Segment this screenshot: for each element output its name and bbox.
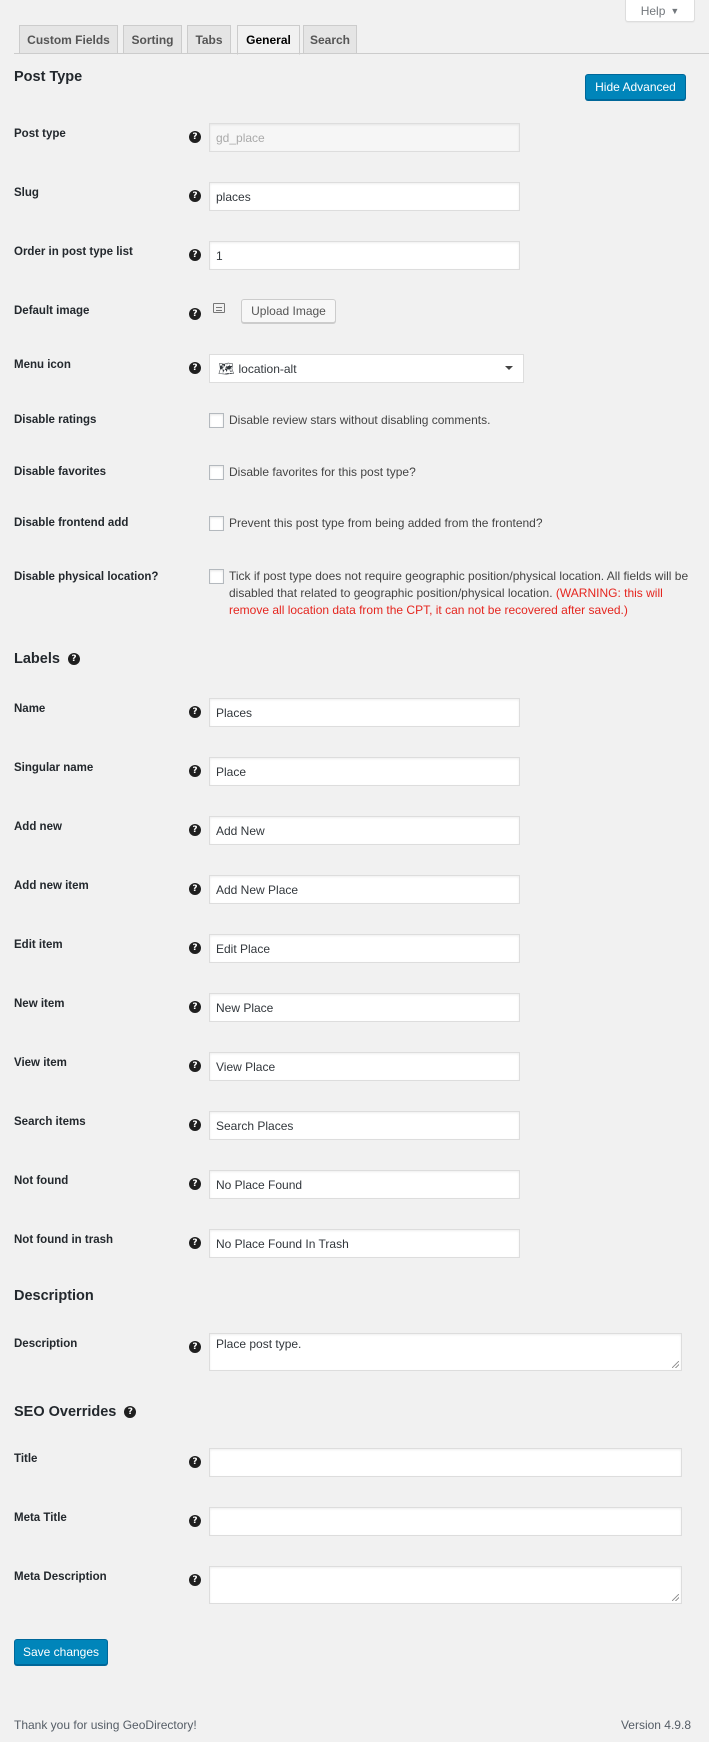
disable-location-label: Disable physical location?: [14, 571, 159, 583]
question-icon[interactable]: ?: [189, 246, 201, 261]
help-label: Help: [640, 3, 666, 18]
meta-title-input[interactable]: [209, 1507, 682, 1536]
upload-image-button[interactable]: Upload Image: [241, 299, 336, 323]
tab-custom-fields[interactable]: Custom Fields: [19, 25, 118, 54]
description-textarea[interactable]: [209, 1333, 682, 1371]
label-row-new-item: New item: [14, 998, 65, 1010]
question-icon[interactable]: ?: [124, 1406, 136, 1418]
menu-icon-value: location-alt: [238, 361, 297, 376]
disable-location-text: Tick if post type does not require geographic position/physical location. All fields will be disabled that related to geographic position/physical location.: [229, 569, 689, 600]
seo-title-input[interactable]: [209, 1448, 682, 1477]
seo-heading: [14, 1404, 136, 1420]
question-icon[interactable]: ?: [189, 187, 201, 202]
dropdown-arrow-icon: [505, 366, 513, 370]
question-icon[interactable]: ?: [189, 1057, 201, 1072]
question-icon[interactable]: ?: [189, 762, 201, 777]
post-type-label: Post type: [14, 128, 66, 140]
meta-description-textarea[interactable]: [209, 1566, 682, 1604]
order-label: Order in post type list: [14, 246, 133, 258]
singular-name-input[interactable]: Place: [209, 757, 520, 786]
tab-general[interactable]: General: [237, 25, 300, 55]
label-row-not-found: Not found: [14, 1175, 69, 1187]
question-icon[interactable]: ?: [189, 1116, 201, 1131]
tab-tabs[interactable]: Tabs: [187, 25, 231, 54]
question-icon[interactable]: ?: [189, 305, 201, 320]
question-icon[interactable]: ?: [189, 1453, 201, 1468]
question-icon[interactable]: ?: [189, 1571, 201, 1586]
post-type-heading-text: Post Type: [14, 69, 83, 85]
label-row-singular-name: Singular name: [14, 762, 94, 774]
question-icon[interactable]: ?: [189, 939, 201, 954]
post-type-input[interactable]: gd_place: [209, 123, 520, 152]
question-icon[interactable]: ?: [189, 880, 201, 895]
tabs-divider: [14, 53, 709, 54]
menu-icon-label: Menu icon: [14, 359, 71, 371]
label-row-edit-item: Edit item: [14, 939, 63, 951]
name-input[interactable]: Places: [209, 698, 520, 727]
description-label: Description: [14, 1338, 78, 1350]
meta-description-label: Meta Description: [14, 1571, 107, 1583]
not-found-trash-input[interactable]: No Place Found In Trash: [209, 1229, 520, 1258]
question-icon[interactable]: ?: [189, 1338, 201, 1353]
footer-version: Version 4.9.8: [620, 1718, 691, 1732]
footer-thanks: Thank you for using GeoDirectory!: [14, 1718, 197, 1732]
disable-favorites-label: Disable favorites: [14, 466, 107, 478]
disable-location-description: [229, 568, 689, 619]
question-icon[interactable]: ?: [189, 1175, 201, 1190]
order-input[interactable]: 1: [209, 241, 520, 270]
question-icon[interactable]: ?: [68, 653, 80, 665]
label-row-search-items: Search items: [14, 1116, 86, 1128]
disable-frontend-checkbox[interactable]: [209, 516, 224, 531]
slug-input[interactable]: places: [209, 182, 520, 211]
question-icon[interactable]: ?: [189, 359, 201, 374]
label-row-add-new: Add new: [14, 821, 62, 833]
hide-advanced-button[interactable]: Hide Advanced: [585, 74, 686, 100]
tab-sorting[interactable]: Sorting: [123, 25, 182, 54]
caret-down-icon: ▼: [670, 5, 680, 16]
question-icon[interactable]: ?: [189, 998, 201, 1013]
description-heading: [14, 1288, 94, 1304]
default-image-label: Default image: [14, 305, 90, 317]
disable-favorites-text: Disable favorites for this post type?: [229, 465, 416, 479]
description-value: Place post type.: [216, 1337, 302, 1351]
resize-grip-icon[interactable]: [672, 1361, 679, 1368]
description-heading-text: Description: [14, 1288, 94, 1304]
label-row-view-item: View item: [14, 1057, 67, 1069]
add-new-item-input[interactable]: Add New Place: [209, 875, 520, 904]
add-new-input[interactable]: Add New: [209, 816, 520, 845]
map-location-icon: 🗺: [218, 360, 235, 376]
view-item-input[interactable]: View Place: [209, 1052, 520, 1081]
settings-tabs: [0, 0, 709, 54]
edit-item-input[interactable]: Edit Place: [209, 934, 520, 963]
question-icon[interactable]: ?: [189, 821, 201, 836]
disable-favorites-checkbox[interactable]: [209, 465, 224, 480]
disable-location-warning: (WARNING: this will remove all location data from the CPT, it can not be recovered after saved.): [229, 586, 663, 617]
disable-ratings-label: Disable ratings: [14, 414, 97, 426]
label-row-add-new-item: Add new item: [14, 880, 89, 892]
resize-grip-icon[interactable]: [672, 1594, 679, 1601]
slug-label: Slug: [14, 187, 39, 199]
new-item-input[interactable]: New Place: [209, 993, 520, 1022]
disable-frontend-label: Disable frontend add: [14, 517, 129, 529]
meta-title-label: Meta Title: [14, 1512, 67, 1524]
question-icon[interactable]: ?: [189, 703, 201, 718]
question-icon[interactable]: ?: [189, 1234, 201, 1249]
tab-search[interactable]: Search: [303, 25, 357, 54]
question-icon[interactable]: ?: [189, 128, 201, 143]
menu-icon-select[interactable]: [209, 354, 524, 383]
label-row-name: Name: [14, 703, 46, 715]
disable-ratings-text: Disable review stars without disabling comments.: [229, 413, 491, 427]
disable-frontend-text: Prevent this post type from being added from the frontend?: [229, 516, 543, 530]
labels-heading: [14, 651, 80, 667]
seo-heading-text: SEO Overrides: [14, 1404, 117, 1420]
save-changes-button[interactable]: Save changes: [14, 1639, 108, 1665]
disable-ratings-checkbox[interactable]: [209, 413, 224, 428]
not-found-input[interactable]: No Place Found: [209, 1170, 520, 1199]
labels-heading-text: Labels: [14, 651, 60, 667]
post-type-heading: [14, 69, 82, 85]
image-placeholder-icon: [213, 303, 225, 313]
question-icon[interactable]: ?: [189, 1512, 201, 1527]
seo-title-label: Title: [14, 1453, 38, 1465]
label-row-not-found-trash: Not found in trash: [14, 1234, 114, 1246]
search-items-input[interactable]: Search Places: [209, 1111, 520, 1140]
disable-location-checkbox[interactable]: [209, 569, 224, 584]
